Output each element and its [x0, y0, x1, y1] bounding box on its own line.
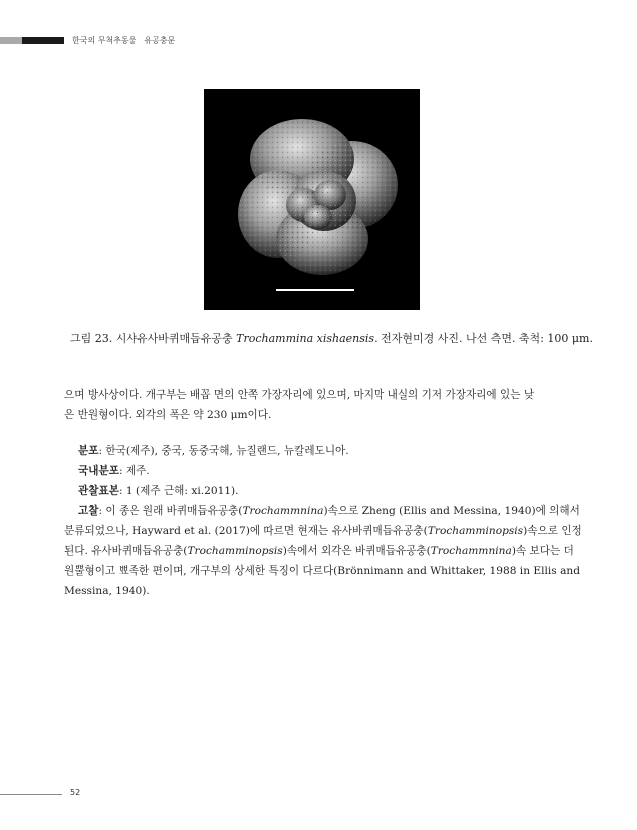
remarks-text-3a: 된다. 유사바퀴매듭유공충(	[64, 545, 188, 557]
specimen-text: : 1 (제주 근해: xi.2011).	[118, 485, 239, 497]
header-gray-bar	[0, 37, 22, 44]
remarks-text-2b: )속으로 인정	[523, 525, 582, 537]
distribution-text: : 한국(제주), 중국, 동중국해, 뉴질랜드, 뉴칼레도니아.	[98, 445, 349, 457]
caption-species: Trochammina xishaensis	[236, 332, 375, 345]
body-text	[64, 385, 596, 601]
remarks-text-2a: 분류되었으나, Hayward et al. (2017)에 따르면 현재는 유사바퀴매듭유공충(	[64, 525, 428, 537]
genus-name: Trochammnina	[430, 545, 512, 557]
specimen-line	[64, 481, 596, 501]
genus-name: Trochamminopsis	[187, 545, 283, 557]
korean-distribution-text: : 제주.	[118, 465, 150, 477]
distribution-label: 분포	[78, 445, 99, 457]
remarks-line-2	[64, 521, 596, 541]
remarks-text-1b: )속으로 Zheng (Ellis and Messina, 1940)에 의해서	[323, 505, 580, 517]
paragraph-gap	[64, 425, 596, 441]
remarks-text-3b: )속에서 외각은 바퀴매듭유공충(	[282, 545, 431, 557]
genus-name: Trochammnina	[242, 505, 324, 517]
book-title: 한국의 무척추동물	[72, 36, 137, 45]
sem-photograph	[204, 89, 420, 310]
distribution-line	[64, 441, 596, 461]
remarks-text-3c: )속 보다는 더	[511, 545, 574, 557]
page-number: 52	[70, 788, 81, 797]
korean-distribution-line	[64, 461, 596, 481]
scale-bar	[276, 289, 354, 291]
genus-name: Trochamminopsis	[427, 525, 524, 537]
remarks-text-1a: : 이 종은 원래 바퀴매듭유공충(	[98, 505, 243, 517]
remarks-line-1	[64, 501, 596, 521]
footer-rule	[0, 794, 62, 795]
foraminifera-sem-image	[204, 89, 420, 310]
body-line-1: 으며 방사상이다. 개구부는 배꼽 면의 안쪽 가장자리에 있으며, 마지막 내실의 기저 가장자리에 있는 낮	[64, 389, 535, 401]
remarks-line-5: Messina, 1940).	[64, 585, 150, 597]
section-title: 유공충문	[144, 36, 176, 45]
caption-suffix: . 전자현미경 사진. 나선 측면. 축척: 100 μm.	[374, 332, 593, 345]
figure-caption	[70, 330, 610, 346]
remarks-label: 고찰	[78, 505, 99, 517]
running-header	[72, 35, 175, 46]
remarks-line-3	[64, 541, 596, 561]
body-line-2: 은 반원형이다. 외각의 폭은 약 230 μm이다.	[64, 409, 272, 421]
remarks-line-4: 원뿔형이고 뾰족한 편이며, 개구부의 상세한 특징이 다르다(Brönnimann and Whittaker, 1988 in Ellis and	[64, 565, 581, 577]
caption-prefix: 그림 23. 시샤유사바퀴매듭유공충	[70, 332, 237, 345]
header-black-bar	[22, 37, 64, 44]
korean-distribution-label: 국내분포	[78, 465, 119, 477]
specimen-label: 관찰표본	[78, 485, 119, 497]
